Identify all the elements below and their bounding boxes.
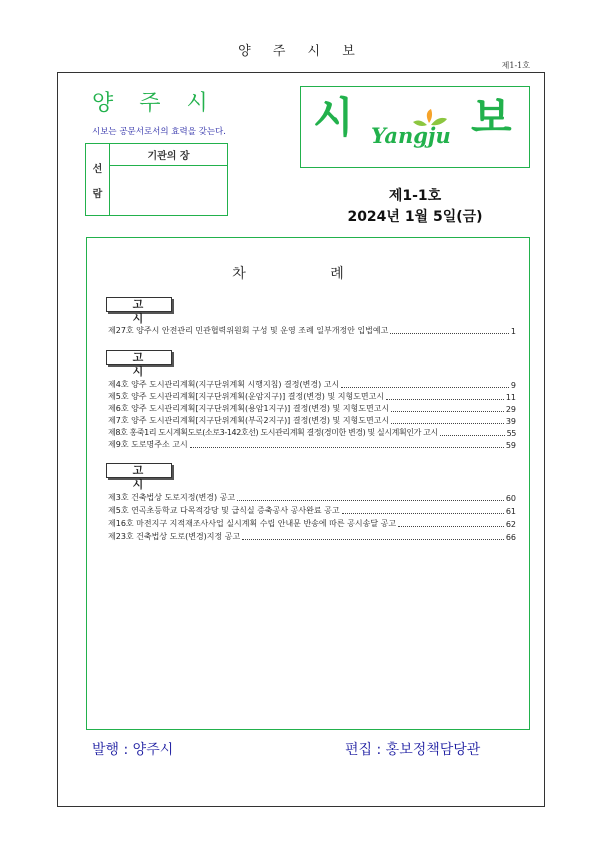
- section-label: 고 시: [106, 350, 172, 365]
- toc-entry-page: 55: [506, 429, 516, 438]
- logo-bo: 보: [471, 93, 512, 142]
- toc-entry-page: 60: [505, 494, 516, 503]
- toc-entry[interactable]: [108, 403, 516, 414]
- leader-dots: [386, 399, 504, 400]
- logo-si: 시: [313, 93, 354, 142]
- leader-dots: [391, 411, 504, 412]
- toc-entry-text: 제7호 양주 도시관리계획[지구단위계획(부곡2지구)] 결정(변경) 및 지형도면고시: [108, 416, 390, 425]
- issue-number: 제1-1호: [388, 188, 442, 204]
- leader-dots: [237, 500, 504, 501]
- leader-dots: [398, 526, 504, 527]
- toc-entry-text: 제23호 건축법상 도로(변경)지정 공고: [108, 532, 241, 541]
- toc-entry-page: 11: [505, 393, 516, 402]
- issue-date: 2024년 1월 5일(금): [347, 209, 483, 225]
- page-header-title: 양 주 시 보: [238, 44, 364, 59]
- toc-entry[interactable]: [108, 505, 516, 516]
- publisher: 발행 : 양주시: [92, 742, 174, 758]
- toc-entry-page: 29: [505, 405, 516, 414]
- editor: 편집 : 홍보정책담당관: [345, 742, 481, 758]
- leader-dots: [242, 539, 504, 540]
- leader-dots: [190, 447, 504, 448]
- review-sign-table: [85, 143, 228, 216]
- sign-side-label: [86, 144, 110, 215]
- leader-dots: [440, 435, 505, 436]
- toc-entry[interactable]: [108, 325, 516, 336]
- toc-entry-text: 제5호 연곡초등학교 다목적강당 및 급식실 증축공사 공사완료 공고: [108, 506, 340, 515]
- toc-entry[interactable]: [108, 518, 516, 529]
- bulletin-logo: [300, 86, 530, 168]
- logo-word: Yangju: [371, 123, 451, 148]
- toc-entry-text: 제5호 양주 도시관리계획[지구단위계획(운암지구)] 결정(변경) 및 지형도면고시: [108, 392, 385, 401]
- section-label: 고 시: [106, 297, 172, 312]
- section-label: 고 시: [106, 463, 172, 478]
- sign-head: 기관의 장: [110, 144, 227, 166]
- toc-entry[interactable]: [108, 391, 516, 402]
- toc-entry[interactable]: [108, 379, 516, 390]
- toc-entry-page: 66: [505, 533, 516, 542]
- toc-entry[interactable]: [108, 439, 516, 450]
- leader-dots: [341, 387, 509, 388]
- toc-entry[interactable]: [108, 492, 516, 503]
- toc-entry-text: 제6호 양주 도시관리계획[지구단위계획(용암1지구)] 결정(변경) 및 지형도면고시: [108, 404, 390, 413]
- leader-dots: [342, 513, 504, 514]
- toc-entry-page: 61: [505, 507, 516, 516]
- toc-entry-text: 제3호 건축법상 도로지정(변경) 공고: [108, 493, 236, 502]
- toc-entry-text: 제9호 도로명주소 고시: [108, 440, 188, 449]
- toc-entry-page: 39: [505, 417, 516, 426]
- toc-entry[interactable]: [108, 415, 516, 426]
- toc-entry-text: 제8호 홍죽1리 도시계획도로(소로3-142호선) 도시관리계획 결정(경미한 변경) 및 실시계획인가 고시: [108, 428, 438, 437]
- toc-entry-text: 제16호 마전지구 지적재조사사업 실시계획 수립 안내문 반송에 따른 공시송달 공고: [108, 519, 397, 528]
- leader-dots: [391, 423, 504, 424]
- toc-entry[interactable]: [108, 531, 516, 542]
- toc-title: 차 례: [232, 266, 384, 282]
- sign-side-2: 람: [92, 188, 103, 200]
- bulletin-note: 시보는 공문서로서의 효력을 갖는다.: [92, 127, 226, 137]
- toc-entry[interactable]: [108, 427, 516, 438]
- toc-entry-text: 제4호 양주 도시관리계획(지구단위계획 시행지침) 결정(변경) 고시: [108, 380, 340, 389]
- sign-side-1: 선: [92, 163, 103, 175]
- issue-tag: 제1-1호: [501, 61, 530, 70]
- toc-entry-text: 제27호 양주시 안전관리 민관협력위원회 구성 및 운영 조례 일부개정안 입법예고: [108, 326, 389, 335]
- yangju-wordmark-logo: [371, 109, 457, 149]
- toc-entry-page: 1: [510, 327, 516, 336]
- toc-entry-page: 59: [505, 441, 516, 450]
- city-title: 양주시: [92, 91, 234, 116]
- leader-dots: [390, 333, 509, 334]
- toc-entry-page: 9: [510, 381, 516, 390]
- toc-entry-page: 62: [505, 520, 516, 529]
